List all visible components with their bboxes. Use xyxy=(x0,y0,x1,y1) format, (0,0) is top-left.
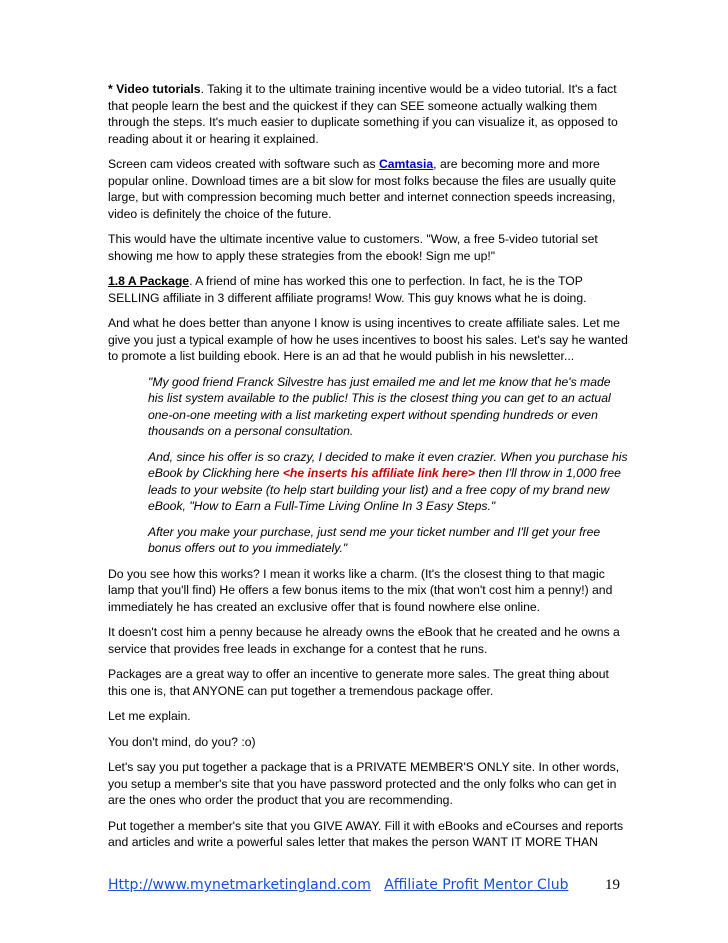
paragraph-dont-mind: You don't mind, do you? :o) xyxy=(108,734,256,749)
paragraph-screen-cam: Screen cam videos created with software such as Camtasia, are becoming more and more popular online. Download times are a bit slow for most folks because the files are usually quite large, but with compression becoming much better and internet connection speeds increasing, video is definitely the choice of the future. xyxy=(108,157,617,221)
paragraph-video-tutorials: * Video tutorials. Taking it to the ultimate training incentive would be a video tutorial. It's a fact that people learn the best and the quickest if they can SEE someone actually walking them through the steps. It's much easier to duplicate something if you can visualize it, as opposed to reading about it or hearing it explained. xyxy=(108,82,618,146)
paragraph-package: 1.8 A Package. A friend of mine has worked this one to perfection. In fact, he is the TOP SELLING affiliate in 3 different affiliate programs! Wow. This guy knows what he is doing. xyxy=(108,274,587,305)
quote-paragraph-3: After you make your purchase, just send me your ticket number and I'll get your free bonus offers out to you immediately." xyxy=(148,524,601,555)
video-tutorials-heading: * Video tutorials xyxy=(108,82,201,96)
paragraph-no-cost: It doesn't cost him a penny because he already owns the eBook that he created and he owns a service that provides free leads in exchange for a contest that he runs. xyxy=(108,625,620,656)
paragraph-incentives-example: And what he does better than anyone I know is using incentives to create affiliate sales. Let me give you just a typical example of how he uses incentives to boost his sales. Let's say he wanted to promote a list building ebook. Here is an ad that he would publish in his newsletter... xyxy=(108,316,628,363)
paragraph-let-me-explain: Let me explain. xyxy=(108,709,191,723)
page-number: 19 xyxy=(605,877,620,893)
footer-club-link[interactable]: Affiliate Profit Mentor Club xyxy=(384,877,569,893)
paragraph-give-away: Put together a member's site that you GIVE AWAY. Fill it with eBooks and eCourses and reports and articles and write a powerful sales letter that makes the person WANT IT MORE THAN xyxy=(108,818,624,849)
paragraph-packages-great: Packages are a great way to offer an incentive to generate more sales. The great thing about this one is, that ANYONE can put together a tremendous package offer. xyxy=(108,667,609,698)
document-body xyxy=(108,81,628,860)
page-footer xyxy=(108,877,620,893)
quote-paragraph-2: And, since his offer is so crazy, I decided to make it even crazier. When you purchase his eBook by Clickhing here <he inserts his affiliate link here> then I'll throw in 1,000 free leads to your website (to help start building your list) and a free copy of my brand new eBook, "How to Earn a Full-Time Living Online In 3 Easy Steps." xyxy=(148,449,628,513)
package-heading: 1.8 A Package xyxy=(108,274,190,288)
quote-paragraph-1: "My good friend Franck Silvestre has just emailed me and let me know that he's made his list system available to the public! This is the closest thing you can get to an actual one-on-one meeting with a list marketing expert without spending hundreds or even thousands on a personal consultation. xyxy=(148,374,611,438)
affiliate-link-placeholder: <he inserts his affiliate link here> xyxy=(282,466,475,480)
camtasia-link[interactable]: Camtasia xyxy=(378,157,434,171)
paragraph-incentive-value: This would have the ultimate incentive value to customers. "Wow, a free 5-video tutorial set showing me how to apply these strategies from the ebook! Sign me up!" xyxy=(108,232,598,263)
paragraph-how-it-works: Do you see how this works? I mean it works like a charm. (It's the closest thing to that magic lamp that you'll find) He offers a few bonus items to the mix (that won't cost him a penny!) and immediately he has created an exclusive offer that is found nowhere else online. xyxy=(108,566,613,614)
footer-url-link[interactable]: Http://www.mynetmarketingland.com xyxy=(108,877,371,893)
paragraph-private-members: Let's say you put together a package that is a PRIVATE MEMBER'S ONLY site. In other words, you setup a member's site that you have password protected and the only folks who can get in are the ones who order the product that you are recommending. xyxy=(108,760,620,807)
